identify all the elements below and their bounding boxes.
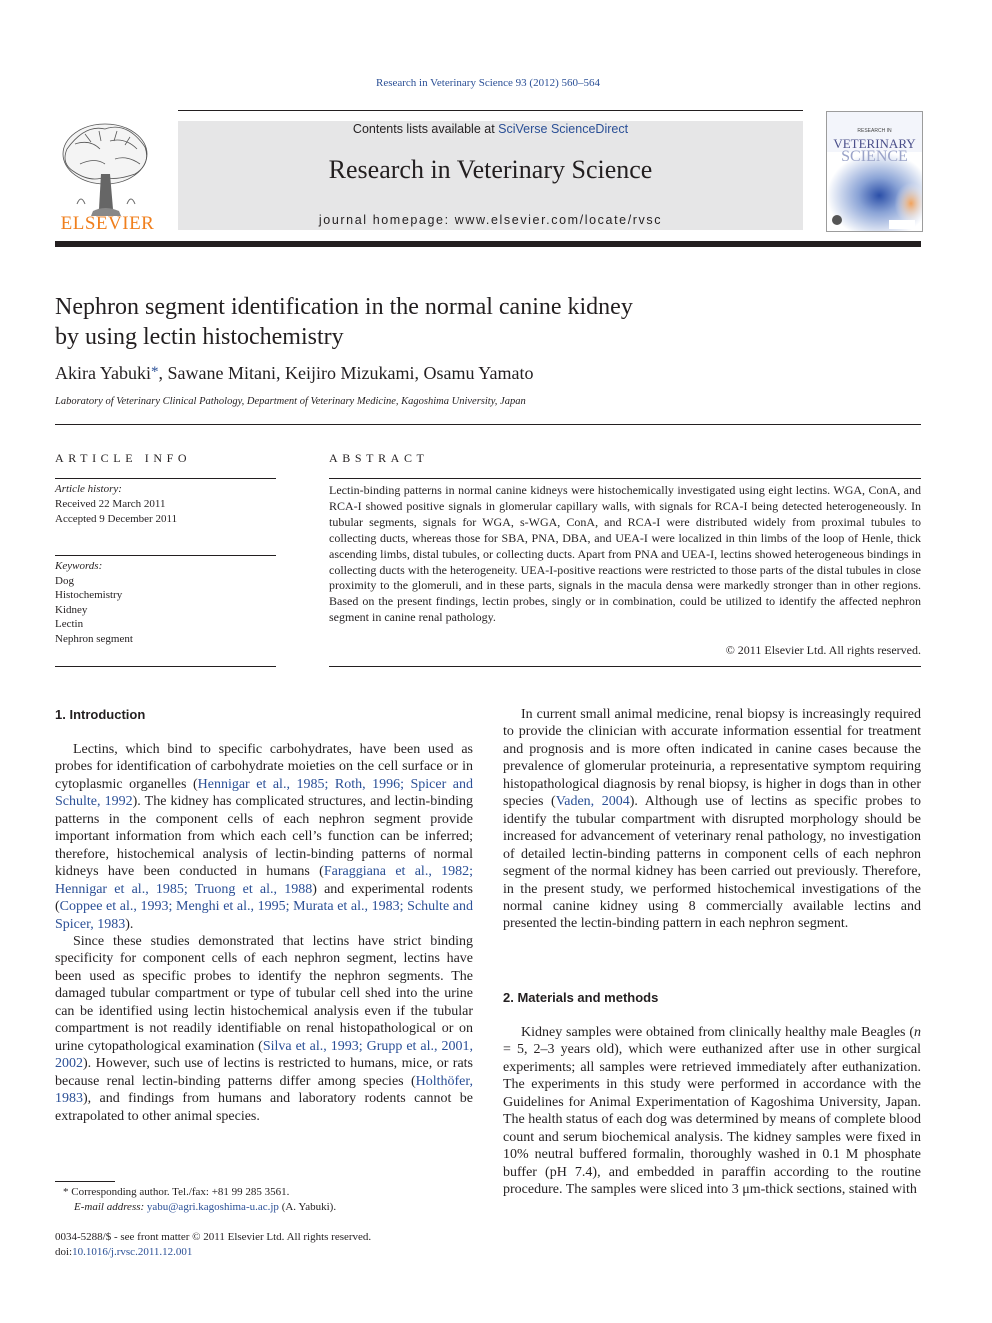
affiliation: Laboratory of Veterinary Clinical Pathology, Department of Veterinary Medicine, Kagoshima University, Japan <box>55 396 526 407</box>
issn-line: 0034-5288/$ - see front matter © 2011 Elsevier Ltd. All rights reserved. <box>55 1231 372 1243</box>
info-rule <box>55 666 276 667</box>
footnote-rule <box>55 1181 115 1182</box>
doi-link[interactable]: 10.1016/j.rvsc.2011.12.001 <box>72 1245 193 1258</box>
paragraph-text: ) and experimental rodents ( <box>55 881 473 915</box>
citation-link[interactable]: Holthöfer, 1983 <box>55 1073 473 1107</box>
section-heading-methods: 2. Materials and methods <box>503 990 659 1005</box>
homepage-link[interactable]: www.elsevier.com/locate/rvsc <box>454 213 663 227</box>
header-thick-rule <box>55 241 921 247</box>
doi-prefix: doi: <box>55 1245 73 1258</box>
header-rule <box>178 110 803 111</box>
keyword: Histochemistry <box>55 589 123 601</box>
right-column-bottom <box>503 1024 921 1199</box>
journal-title: Research in Veterinary Science <box>328 155 653 184</box>
article-history <box>55 482 276 527</box>
journal-cover <box>826 111 923 232</box>
keywords-label: Keywords: <box>55 560 103 572</box>
left-column <box>55 741 473 1125</box>
paragraph-text: Since these studies demonstrated that lectins have strict binding specificity for component cells of each nephron segment, lectins have been used as specific probes to identify the nephron segments. The damaged tubular compartment or type of tubular cell shed into the urine can be identified using lectin histochemical analysis even if the tubular compartment is not readily identifiable on renal histopathological or on urine cytopathological examination ( <box>55 933 473 1054</box>
keyword: Kidney <box>55 603 88 616</box>
paragraph-text: = 5, 2–3 years old), which were euthanized after use in other surgical experiments; all samples were retrieved immediately after euthanization. The experiments in this study were performed in accordance with the Guidelines for Animal Experimentation of Kagoshima University, Japan. The health status of each dog was determined by means of complete blood count and serum biochemical analysis. The kidney samples were fixed in 10% neutral buffered formalin, thoroughly washed in 0.1 M phosphate buffer (pH 7.4), and embedded in paraffin according to the routine procedure. The samples were sliced into 3 μm-thick sections, stained with <box>503 1042 921 1198</box>
paragraph <box>503 1024 921 1199</box>
keyword: Dog <box>55 574 74 587</box>
history-label: Article history: <box>55 483 122 495</box>
issn-doi <box>55 1230 473 1259</box>
info-rule <box>55 478 276 479</box>
info-rule <box>55 555 276 556</box>
citation-link[interactable]: Coppee et al., 1993; Menghi et al., 1995; Murata et al., 1983; Schulte and Spicer, 1983 <box>55 899 473 932</box>
email-link[interactable]: yabu@agri.kagoshima-u.ac.jp <box>146 1201 279 1213</box>
keyword: Lectin <box>55 618 84 630</box>
cover-title-line2: SCIENCE <box>841 148 908 165</box>
keywords <box>55 559 276 646</box>
email-label: E-mail address: <box>74 1201 147 1213</box>
accepted-date: Accepted 9 December 2011 <box>55 513 178 525</box>
cover-small-text: RESEARCH IN <box>857 128 892 134</box>
paragraph <box>55 933 473 1125</box>
corresponding-text: Corresponding author. Tel./fax: +81 99 285 3561. <box>71 1186 290 1198</box>
author-first: Akira Yabuki <box>55 363 152 383</box>
paragraph <box>503 706 921 933</box>
paragraph-text: ). However, such use of lectins is restricted to humans, mice, or rats because renal lectin-binding patterns differ among species ( <box>55 1056 473 1089</box>
italic-text: n <box>914 1025 921 1040</box>
paragraph-text: In current small animal medicine, renal biopsy is increasingly required to provide the clinician with accurate information essential for treatment and prognosis and is more often indicated in canine cases because the prevalence of glomerular proteinuria, a representative symptom requiring histopathological diagnosis by renal biopsy, is higher in dogs than in other species ( <box>503 707 921 810</box>
authors-rest: , Sawane Mitani, Keijiro Mizukami, Osamu Yamato <box>158 363 534 383</box>
abstract-copyright: © 2011 Elsevier Ltd. All rights reserved. <box>725 643 921 657</box>
cover-title-line1: VETERINARY <box>833 136 916 151</box>
elsevier-wordmark: ELSEVIER <box>60 213 155 234</box>
email-suffix: (A. Yabuki). <box>278 1201 337 1213</box>
title-line-2: by using lectin histochemistry <box>55 324 344 350</box>
paragraph <box>55 741 473 933</box>
abstract-heading: ABSTRACT <box>329 451 429 465</box>
citation-link[interactable]: Silva et al., 1993; Grupp et al., 2001, 2002 <box>55 1038 473 1072</box>
homepage-prefix: journal homepage: <box>318 213 455 227</box>
corresponding-footnote <box>55 1185 473 1200</box>
author-list <box>55 363 855 384</box>
keyword: Nephron segment <box>55 632 133 645</box>
paragraph-text: ). <box>125 916 134 932</box>
citation-link[interactable]: Vaden, 2004 <box>555 794 630 810</box>
paragraph-text: ). Although use of lectins as specific probes to identify the tubular compartment with disrupted morphology should be increased for advancement of veterinary renal pathology, no investigation of detailed lectin-binding patterns in component cells of each nephron segment of the normal kidney has been carried out previously. Therefore, in the present study, we performed histochemical investigations of the normal canine kidney using 8 commercially available lectins and presented the lectin-binding pattern in each nephron segment. <box>503 794 921 932</box>
corresponding-mark[interactable]: * <box>151 364 159 380</box>
contents-prefix: Contents lists available at <box>352 122 499 136</box>
elsevier-logo <box>55 119 160 234</box>
right-column-top <box>503 706 921 933</box>
homepage-line <box>178 213 803 227</box>
citation-link[interactable]: Hennigar et al., 1985; Roth, 1996; Spicer and Schulte, 1992 <box>55 776 473 810</box>
title-rule <box>55 424 921 425</box>
abstract-rule <box>329 478 921 479</box>
email-footnote <box>55 1200 473 1215</box>
article-title <box>55 292 815 352</box>
received-date: Received 22 March 2011 <box>55 498 166 510</box>
paragraph-text: Kidney samples were obtained from clinically healthy male Beagles ( <box>521 1025 914 1040</box>
sciencedirect-link[interactable]: SciVerse ScienceDirect <box>498 122 629 136</box>
footnotes <box>55 1185 473 1215</box>
paragraph-text: Lectins, which bind to specific carbohydrates, have been used as probes for identification of carbohydrate moieties on the cell surface or in cytoplasmic organelles ( <box>55 742 473 792</box>
article-info-heading: ARTICLE INFO <box>55 451 192 465</box>
title-line-1: Nephron segment identification in the normal canine kidney <box>55 294 633 320</box>
doi-line <box>55 1245 473 1260</box>
abstract-text: Lectin-binding patterns in normal canine kidneys were histochemically investigated using eight lectins. WGA, ConA, and RCA-I showed positive signals in glomerular capillary walls, with signals for RCA-I being detected heterogeneously. In tubular segments, signals for WGA, s-WGA, ConA, and RCA-I were distributed widely from proximal tubules to collecting ducts, whereas those for SBA, PNA, DBA, and UEA-I were localized in thin limbs of the loop of Henle, thick ascending limbs, distal tubules, or collecting ducts. Apart from PNA and UEA-I, lectins showed heterogeneous bindings in collecting ducts with the heterogeneity. UEA-I-positive reactions were restricted to those parts of the distal tubules in close proximity to the glomeruli, and in these parts, signals in the macula densa were markedly stronger than in other regions. Based on the present findings, lectin probes, singly or in combination, could be utilized to identify the affected nephron segment in canine renal pathology. <box>329 483 921 625</box>
abstract-rule <box>329 666 921 667</box>
paragraph-text: ). The kidney has complicated structures, and lectin-binding patterns in the component cells of each nephron segment provide important information from which each cell’s function can be inferred; therefore, histochemical analysis of lectin-binding patterns of normal kidneys have been conducted in humans ( <box>55 794 473 880</box>
footnote-mark: * <box>63 1186 69 1198</box>
journal-citation[interactable]: Research in Veterinary Science 93 (2012) 560–564 <box>375 77 600 89</box>
section-heading-introduction: 1. Introduction <box>55 707 146 722</box>
citation-link[interactable]: Faraggiana et al., 1982; Hennigar et al., 1985; Truong et al., 1988 <box>55 864 474 897</box>
paragraph-text: ), and findings from humans and laboratory rodents cannot be extrapolated to other animal species. <box>55 1091 473 1124</box>
contents-line <box>178 122 803 136</box>
